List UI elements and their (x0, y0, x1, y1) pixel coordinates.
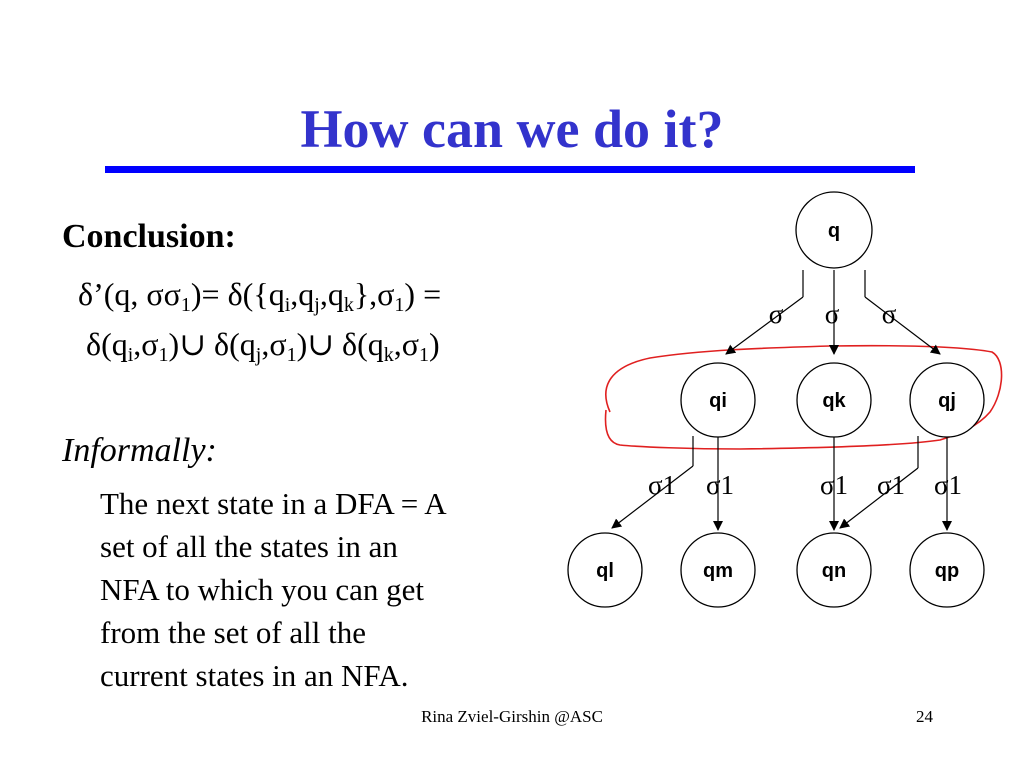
formula-text: ,σ (261, 326, 287, 362)
node-q (796, 192, 872, 268)
node-qk (797, 363, 871, 437)
edge-label-q-qj: σ (881, 299, 897, 329)
formula-text: ,q (319, 276, 344, 312)
formula-subscript: k (383, 344, 394, 366)
edge-label-qj-qn: σ1 (876, 470, 906, 500)
formula-text: ,σ (133, 326, 159, 362)
node-label-qj: qj (938, 390, 956, 412)
formula-text: )∪ δ(q (168, 326, 256, 362)
informal-line: current states in an NFA. (100, 658, 409, 693)
node-label-q: q (827, 220, 841, 242)
informal-line: set of all the states in an (100, 529, 398, 564)
edge-label-qj-qp: σ1 (933, 470, 963, 500)
formula-text: )= δ({q (190, 276, 285, 312)
node-qi (681, 363, 755, 437)
node-label-qn: qn (821, 560, 847, 582)
formula-subscript: 1 (180, 294, 191, 316)
node-label-qk: qk (822, 390, 846, 412)
edge-label-qi-ql: σ1 (647, 470, 677, 500)
formula-text: ) = (404, 276, 442, 312)
edge-q-qi (726, 270, 803, 354)
formula-text: ,σ (393, 326, 420, 362)
formula-subscript: j (255, 344, 262, 366)
edge-label-qk-qn: σ1 (819, 470, 849, 500)
formula-subscript: i (284, 294, 291, 316)
formula-subscript: 1 (394, 294, 405, 316)
edge-label-qi-qm: σ1 (705, 470, 735, 500)
footer-author: Rina Zviel-Girshin @ASC (421, 707, 603, 726)
formula-text: )∪ δ(q (296, 326, 384, 362)
edge-label-q-qk: σ (824, 299, 840, 329)
node-label-qi: qi (709, 390, 727, 412)
formula-subscript: k (343, 294, 354, 316)
formula-subscript: i (127, 344, 134, 366)
page-number: 24 (916, 707, 933, 726)
node-qn (797, 533, 871, 607)
edge-q-qj (865, 270, 940, 354)
formula-text: δ(q (86, 326, 128, 362)
formula-subscript: 1 (419, 344, 430, 366)
edge-label-q-qi: σ (768, 299, 784, 329)
formula-text: ) (429, 326, 440, 362)
informal-line: NFA to which you can get (100, 572, 425, 607)
informally-heading: Informally: (62, 432, 217, 469)
formula-text: },σ (353, 276, 395, 312)
slide-title: How can we do it? (300, 99, 724, 159)
conclusion-heading: Conclusion: (62, 218, 236, 255)
node-qm (681, 533, 755, 607)
informal-line: from the set of all the (100, 615, 366, 650)
formula-text: δ’(q, σσ (78, 276, 181, 312)
node-label-ql: ql (596, 560, 614, 582)
formula-subscript: j (314, 294, 320, 316)
formula-subscript: 1 (158, 344, 169, 366)
node-qj (910, 363, 984, 437)
node-ql (568, 533, 642, 607)
formula-subscript: 1 (286, 344, 297, 366)
node-label-qm: qm (703, 560, 733, 582)
node-label-qp: qp (934, 560, 960, 582)
informal-line: The next state in a DFA = A (100, 486, 447, 521)
node-qp (910, 533, 984, 607)
formula-text: ,q (290, 276, 315, 312)
